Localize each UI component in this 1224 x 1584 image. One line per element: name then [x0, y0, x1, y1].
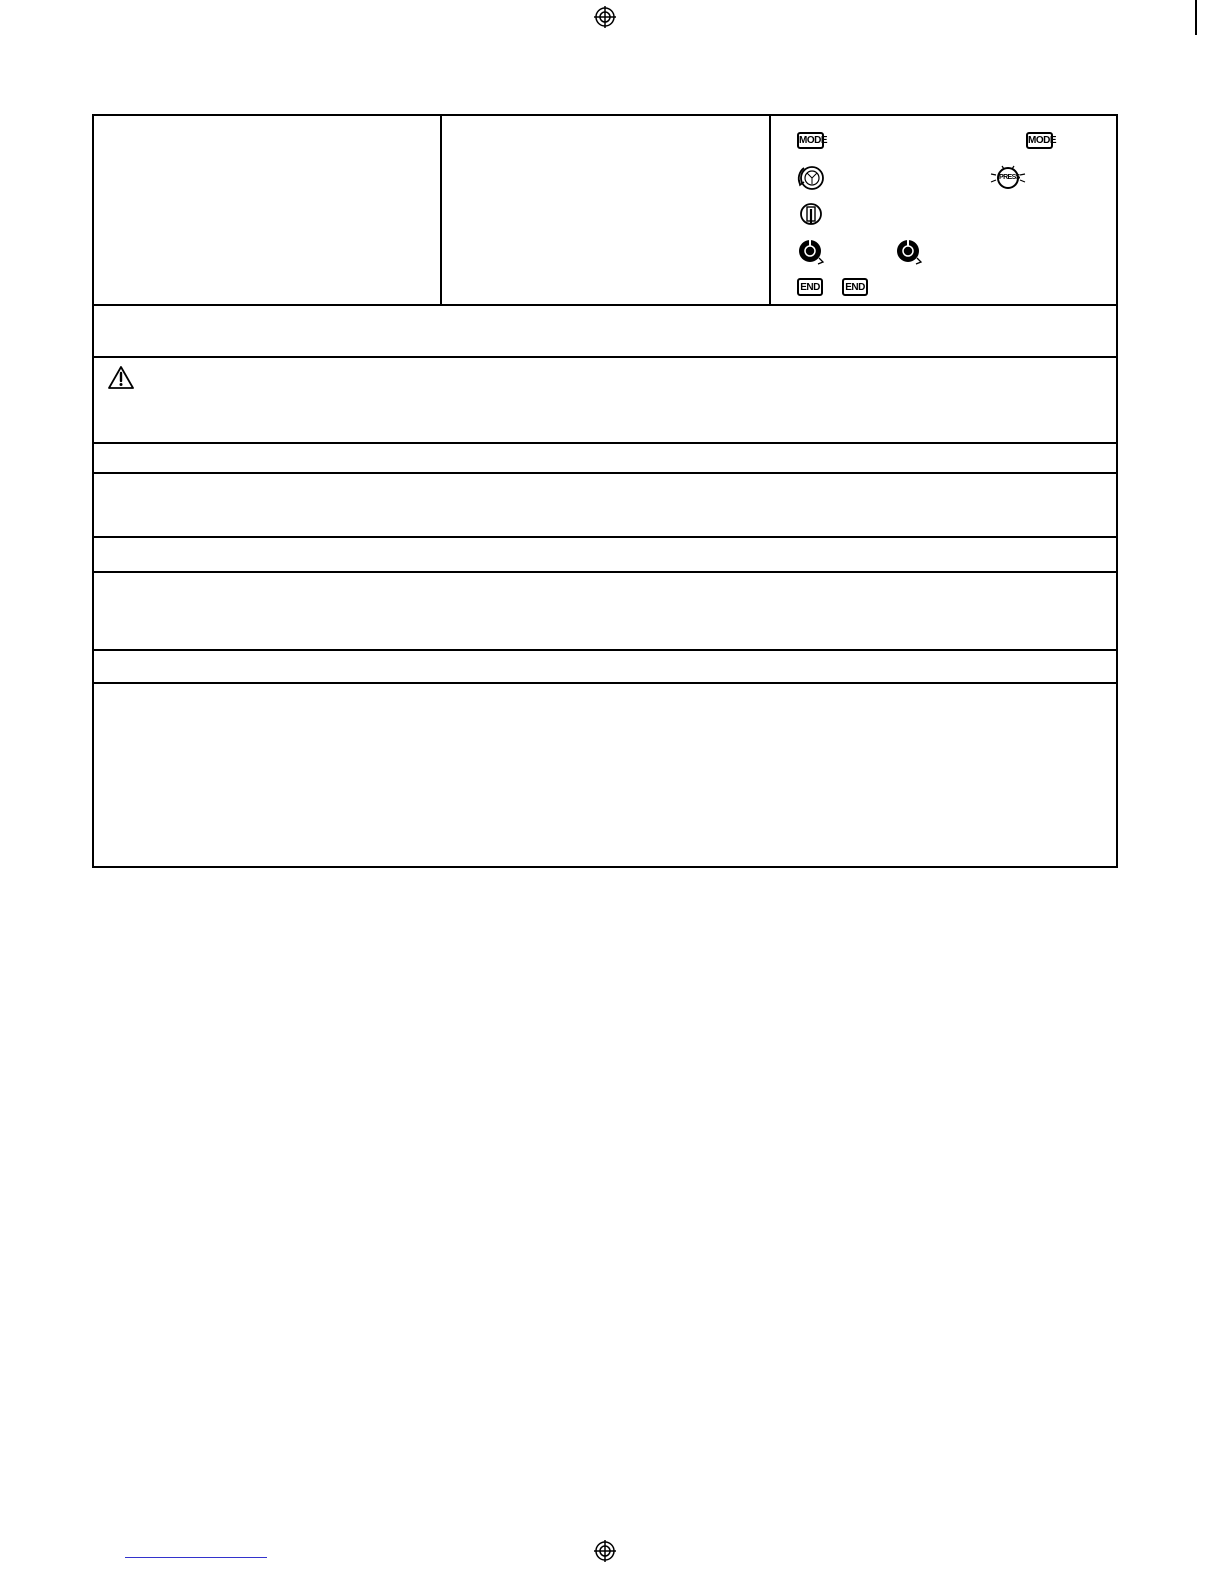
column-divider-2 — [769, 114, 771, 306]
row-divider — [92, 682, 1118, 684]
row-divider — [92, 356, 1118, 358]
row-divider — [92, 304, 1118, 306]
row-divider — [92, 571, 1118, 573]
end-key-icon: END — [797, 278, 823, 296]
press-label: PRESS — [999, 174, 1020, 181]
row-divider — [92, 472, 1118, 474]
end-key-icon: END — [842, 278, 868, 296]
dial-rotate-icon — [796, 164, 826, 192]
dial-press-icon — [990, 164, 1026, 192]
mode-key-icon: MODE — [1026, 132, 1053, 149]
column-divider-1 — [440, 114, 442, 306]
knob-right-icon — [895, 238, 923, 266]
mode-key-icon: MODE — [797, 132, 824, 149]
row-divider — [92, 442, 1118, 444]
switch-icon — [799, 200, 823, 228]
crop-line — [1195, 0, 1197, 35]
warning-triangle-icon — [107, 365, 135, 391]
row-divider — [92, 649, 1118, 651]
instruction-table — [92, 114, 1118, 868]
knob-left-icon — [797, 238, 825, 266]
footer-link-line — [125, 1557, 267, 1558]
registration-mark-icon — [594, 6, 616, 28]
registration-mark-icon — [594, 1540, 616, 1562]
row-divider — [92, 536, 1118, 538]
